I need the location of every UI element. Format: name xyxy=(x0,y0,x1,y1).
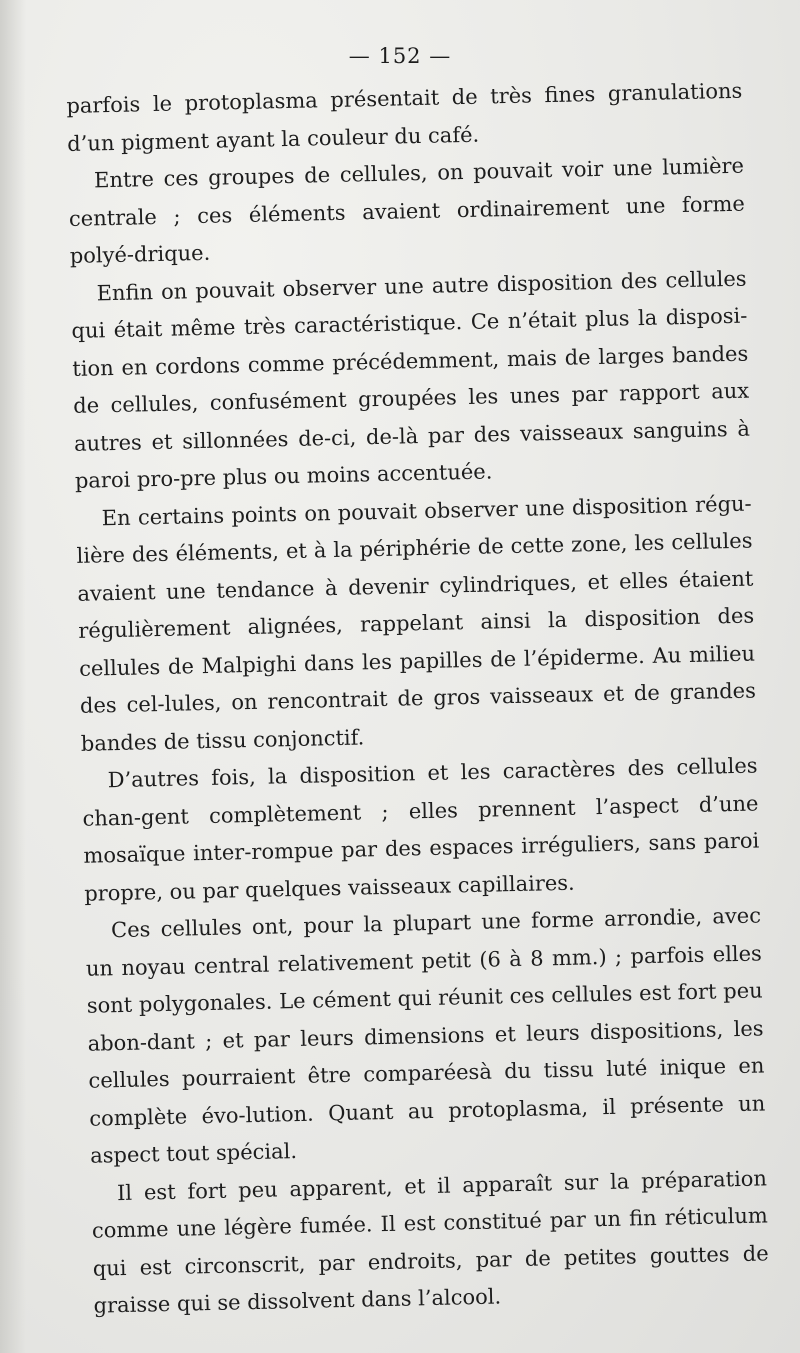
paragraph-6: Ces cellules ont, pour la plupart une forme arrondie, avec un noyau central relativement petit (6 à 8 mm.) ; parfois elles sont polygonales. Le cément qui réunit ces cellules est fort peu abon-dant ; et par leurs dimensions et leurs dispositions, les cellules pourraient être comparéesà du tissu luté inique en complète évo-lution. Quant au protoplasma, il présente un aspect tout spécial. xyxy=(85,903,766,1168)
paragraph-4: En certains points on pouvait observer une disposition régu-lière des éléments, et à la périphérie de cette zone, les cellules avaient une tendance à devenir cylindriques, et elles étaient régulièrement alignées, rappelant ainsi la disposition des cellules de Malpighi dans les papilles de l’épiderme. Au milieu des cel-lules, on rencontrait de gros vaisseaux et de grandes bandes de tissu conjonctif. xyxy=(76,491,757,756)
paragraph-5: D’autres fois, la disposition et les caractères des cellules chan-gent complètement ; elles prennent l’aspect d’une mosaïque inter-rompue par des espaces irréguliers, sans paroi propre, ou par quelques vaisseaux capillaires. xyxy=(82,753,760,906)
body-text xyxy=(66,73,770,1326)
page-number: — 152 — xyxy=(348,44,452,68)
paragraph-2: Entre ces groupes de cellules, on pouvait voir une lumière centrale ; ces éléments avaient ordinairement une forme polyé-drique. xyxy=(68,153,746,268)
paragraph-7: Il est fort peu apparent, et il apparaît sur la préparation comme une légère fumée. Il est constitué par un fin réticulum qui est circonscrit, par endroits, par de petites gouttes de graisse qui se dissolvent dans l’alcool. xyxy=(91,1165,769,1318)
paragraph-1: parfois le protoplasma présentait de très fines granulations d’un pigment ayant la couleur du café. xyxy=(66,78,743,156)
paragraph-3: Enfin on pouvait observer une autre disposition des cellules qui était même très caractéristique. Ce n’était plus la disposi-tion en cordons comme précédemment, mais de larges bandes de cellules, confusément groupées les unes par rapport aux autres et sillonnées de-ci, de-là par des vaisseaux sanguins à paroi pro-pre plus ou moins accentuée. xyxy=(71,266,751,493)
